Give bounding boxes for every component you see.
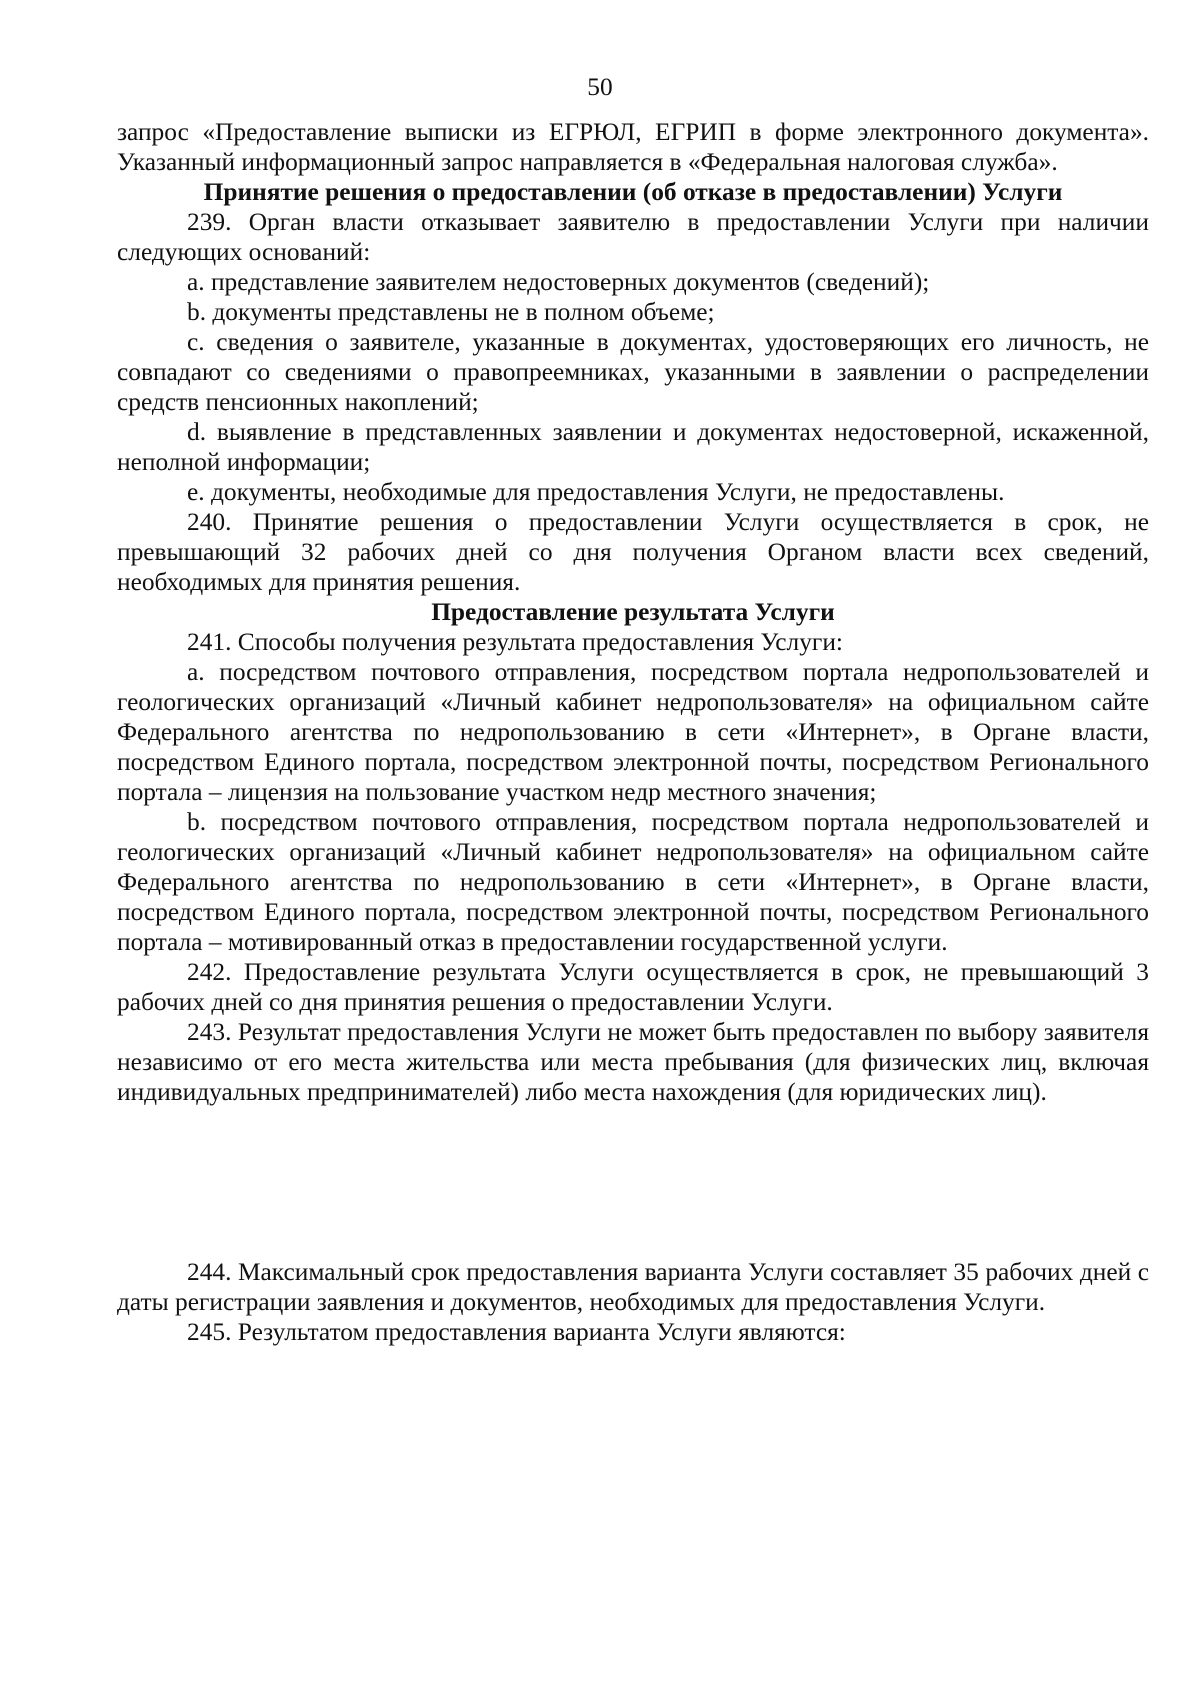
paragraph-continuation: запрос «Предоставление выписки из ЕГРЮЛ, ЕГРИП в форме электронного документа». Указанный информационный запрос направляется в «Федеральная налоговая служба». [117,118,1149,176]
paragraph-241: 241. Способы получения результата предоставления Услуги: [187,628,843,656]
list-item-239a: a. представление заявителем недостоверных документов (сведений); [187,268,930,296]
list-item-241a: a. посредством почтового отправления, посредством портала недропользователей и геологических организаций «Личный кабинет недропользователя» на официальном сайте Федерального агентства по недропользованию в сети «Интернет», в Органе власти, посредством Единого портала, посредством электронной почты, посредством Регионального портала – лицензия на пользование участком недр местного значения; [117,658,1149,806]
list-item-239e: e. документы, необходимые для предоставления Услуги, не предоставлены. [187,478,1005,506]
paragraph-243: 243. Результат предоставления Услуги не может быть предоставлен по выбору заявителя независимо от его места жительства или места пребывания (для физических лиц, включая индивидуальных предпринимателей) либо места нахождения (для юридических лиц). [117,1018,1149,1106]
paragraph-240: 240. Принятие решения о предоставлении Услуги осуществляется в срок, не превышающий 32 рабочих дней со дня получения Органом власти всех сведений, необходимых для принятия решения. [117,508,1149,596]
list-item-239c: c. сведения о заявителе, указанные в документах, удостоверяющих его личность, не совпадают со сведениями о правопреемниках, указанными в заявлении о распределении средств пенсионных накоплений; [117,328,1149,416]
paragraph-242: 242. Предоставление результата Услуги осуществляется в срок, не превышающий 3 рабочих дней со дня принятия решения о предоставлении Услуги. [117,958,1149,1016]
section-heading-result: Предоставление результата Услуги [431,598,835,626]
page-number: 50 [587,73,613,101]
section-heading-decision: Принятие решения о предоставлении (об отказе в предоставлении) Услуги [203,178,1063,206]
paragraph-244: 244. Максимальный срок предоставления варианта Услуги составляет 35 рабочих дней с даты регистрации заявления и документов, необходимых для предоставления Услуги. [117,1258,1149,1316]
paragraph-245: 245. Результатом предоставления варианта Услуги являются: [187,1318,846,1346]
blank-space [117,1107,1149,1257]
list-item-239b: b. документы представлены не в полном объеме; [187,298,715,326]
list-item-241b: b. посредством почтового отправления, посредством портала недропользователей и геологических организаций «Личный кабинет недропользователя» на официальном сайте Федерального агентства по недропользованию в сети «Интернет», в Органе власти, посредством Единого портала, посредством электронной почты, посредством Регионального портала – мотивированный отказ в предоставлении государственной услуги. [117,808,1149,956]
list-item-239d: d. выявление в представленных заявлении и документах недостоверной, искаженной, неполной информации; [117,418,1149,476]
document-body [117,117,1149,1347]
paragraph-239: 239. Орган власти отказывает заявителю в предоставлении Услуги при наличии следующих оснований: [117,208,1149,266]
